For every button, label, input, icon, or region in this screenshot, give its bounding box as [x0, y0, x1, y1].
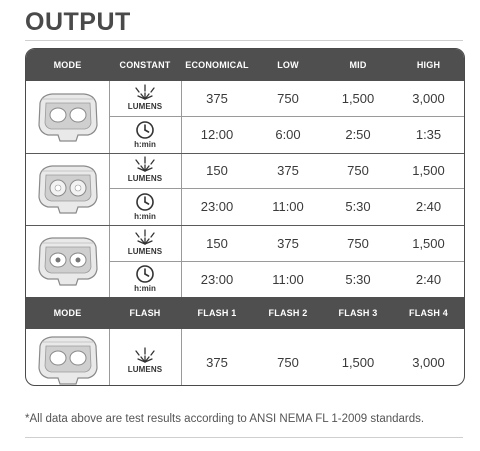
header-cell: FLASH: [129, 308, 161, 318]
sun-rays-icon: [134, 228, 156, 246]
sun-rays-icon: [134, 346, 156, 364]
clock-icon: [135, 120, 155, 140]
table-header-flash: [26, 297, 464, 329]
time-unit: [109, 192, 181, 221]
lumens-unit: [109, 155, 181, 183]
lumens-value: 1,500: [341, 91, 375, 106]
runtime-value: 23:00: [200, 199, 234, 214]
page-title: OUTPUT: [25, 8, 131, 36]
grid-line: [26, 153, 464, 154]
runtime-value: 12:00: [200, 127, 234, 142]
time-label: h:min: [134, 212, 156, 221]
table-header-constant: [26, 49, 464, 81]
header-cell: FLASH 4: [409, 308, 448, 318]
header-cell: FLASH 1: [197, 308, 237, 318]
lumens-label: LUMENS: [127, 365, 163, 374]
footnote: *All data above are test results according to ANSI NEMA FL 1-2009 standards.: [25, 413, 425, 425]
headlamp-icon: [34, 161, 102, 217]
header-cell: LOW: [277, 60, 299, 70]
runtime-value: 5:30: [345, 272, 371, 287]
output-table: [25, 48, 465, 386]
runtime-value: 11:00: [272, 272, 304, 287]
header-cell: FLASH 2: [268, 308, 308, 318]
lumens-label: LUMENS: [127, 174, 163, 183]
lumens-value: 1,500: [412, 236, 445, 251]
grid-line: [109, 188, 464, 189]
lumens-value: 150: [206, 236, 228, 251]
title-divider: [25, 40, 463, 41]
header-cell: CONSTANT: [119, 60, 171, 70]
header-cell: ECONOMICAL: [185, 60, 249, 70]
header-cell: FLASH 3: [338, 308, 378, 318]
flash-lumens-value: 375: [206, 355, 228, 370]
lumens-value: 3,000: [412, 91, 445, 106]
clock-icon: [135, 264, 155, 284]
lumens-value: 375: [277, 163, 299, 178]
header-cell: MID: [349, 60, 367, 70]
lumens-unit: [109, 346, 181, 374]
footer-divider: [25, 437, 463, 438]
header-cell: MODE: [53, 60, 82, 70]
time-unit: [109, 120, 181, 149]
lumens-value: 375: [206, 91, 228, 106]
runtime-value: 2:40: [415, 199, 442, 214]
lumens-unit: [109, 228, 181, 256]
lumens-value: 750: [347, 236, 369, 251]
grid-line: [109, 116, 464, 117]
header-cell: HIGH: [416, 60, 441, 70]
lumens-value: 1,500: [412, 163, 445, 178]
runtime-value: 1:35: [415, 127, 442, 142]
lumens-value: 375: [277, 236, 299, 251]
sun-rays-icon: [134, 155, 156, 173]
clock-icon: [135, 192, 155, 212]
runtime-value: 23:00: [200, 272, 234, 287]
headlamp-icon: [34, 89, 102, 145]
sun-rays-icon: [134, 83, 156, 101]
flash-lumens-value: 3,000: [412, 355, 445, 370]
time-label: h:min: [134, 284, 156, 293]
lumens-value: 750: [347, 163, 369, 178]
time-unit: [109, 264, 181, 293]
headlamp-icon: [34, 332, 102, 386]
lumens-value: 750: [277, 91, 299, 106]
header-cell: MODE: [53, 308, 82, 318]
flash-lumens-value: 750: [277, 355, 299, 370]
lumens-label: LUMENS: [127, 247, 163, 256]
lumens-label: LUMENS: [127, 102, 163, 111]
lumens-value: 150: [206, 163, 228, 178]
runtime-value: 2:40: [415, 272, 442, 287]
time-label: h:min: [134, 140, 156, 149]
grid-line: [26, 225, 464, 226]
runtime-value: 11:00: [272, 199, 304, 214]
runtime-value: 5:30: [345, 199, 371, 214]
runtime-value: 6:00: [275, 127, 301, 142]
runtime-value: 2:50: [345, 127, 371, 142]
lumens-unit: [109, 83, 181, 111]
flash-lumens-value: 1,500: [341, 355, 375, 370]
grid-line: [181, 81, 182, 297]
grid-line: [109, 261, 464, 262]
headlamp-icon: [34, 233, 102, 289]
